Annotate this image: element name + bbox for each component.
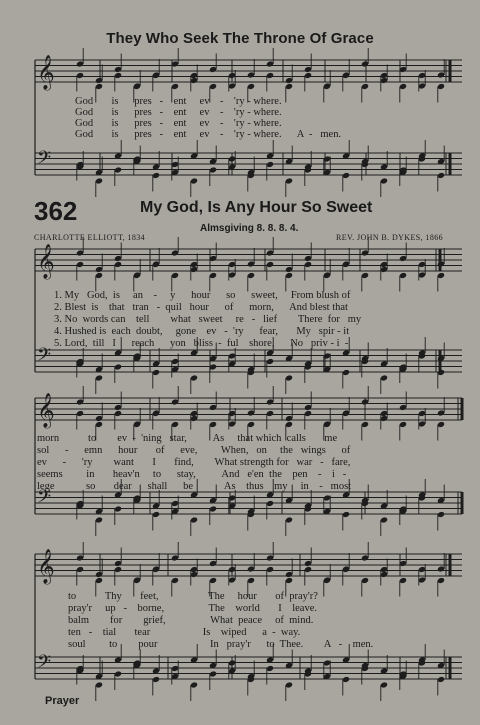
lyric-line: ten - tial tear Is wiped a - way. <box>68 627 301 638</box>
bass-clef-icon: 𝄢 <box>37 148 52 173</box>
lyric-line: God is pres - ent ev - 'ry - where. <box>75 96 282 107</box>
previous-hymn-title: They Who Seek The Throne Of Grace <box>106 30 374 47</box>
lyric-line: balm for grief, What peace of mind. <box>68 615 314 626</box>
lyric-line: 5. Lord, till I reach yon bliss - ful shore, No priv - i - <box>54 338 349 349</box>
treble-clef-icon: 𝄞 <box>37 549 55 584</box>
author-credit: CHARLOTTE ELLIOTT, 1834 <box>34 233 146 242</box>
treble-clef-icon: 𝄞 <box>37 55 55 90</box>
tune-name: Almsgiving 8. 8. 8. 4. <box>200 223 299 234</box>
treble-clef-icon: 𝄞 <box>37 393 55 428</box>
lyric-line: lege so dear shall be As thus my in - most <box>37 481 352 492</box>
hymn-title: My God, Is Any Hour So Sweet <box>140 199 373 216</box>
lyric-line: 2. Blest is that tran - quil hour of morn, And blest that <box>54 302 348 313</box>
composer-credit: REV. JOHN B. DYKES, 1866 <box>336 233 444 242</box>
footer-section-label: Prayer <box>45 695 80 707</box>
lyric-line: God is pres - ent ev - 'ry - where. A - men. <box>75 129 342 140</box>
lyric-line: ev - 'ry want I find, What strength for war - fare, <box>37 457 351 468</box>
lyric-line: 1. My God, is an - y hour so sweet, From blush of <box>54 290 351 301</box>
lyric-line: seems in heav'n to stay, And e'en the pen - i - <box>37 469 347 480</box>
lyric-line: pray'r up - borne, The world I leave. <box>68 603 317 614</box>
lyric-line: to Thy feet, The hour of pray'r? <box>68 591 318 602</box>
lyric-line: 3. No words can tell what sweet re - lief There for my <box>54 314 362 325</box>
lyric-line: 4. Hushed is each doubt, gone ev - 'ry fear, My spir - it <box>54 326 350 337</box>
lyric-line: sol - emn hour of eve, When, on the wings of <box>37 445 351 456</box>
lyric-line: God is pres - ent ev - 'ry - where. <box>75 107 282 118</box>
bass-clef-icon: 𝄢 <box>37 345 52 370</box>
lyric-line: God is pres - ent ev - 'ry - where. <box>75 118 282 129</box>
treble-clef-icon: 𝄞 <box>37 244 55 279</box>
bass-clef-icon: 𝄢 <box>37 652 52 677</box>
lyric-line: morn to ev - 'ning star, As that which calls me <box>37 433 338 444</box>
hymn-number: 362 <box>34 196 78 226</box>
lyric-line: soul to pour In pray'r to Thee. A - men. <box>68 639 374 650</box>
bass-clef-icon: 𝄢 <box>37 487 52 512</box>
